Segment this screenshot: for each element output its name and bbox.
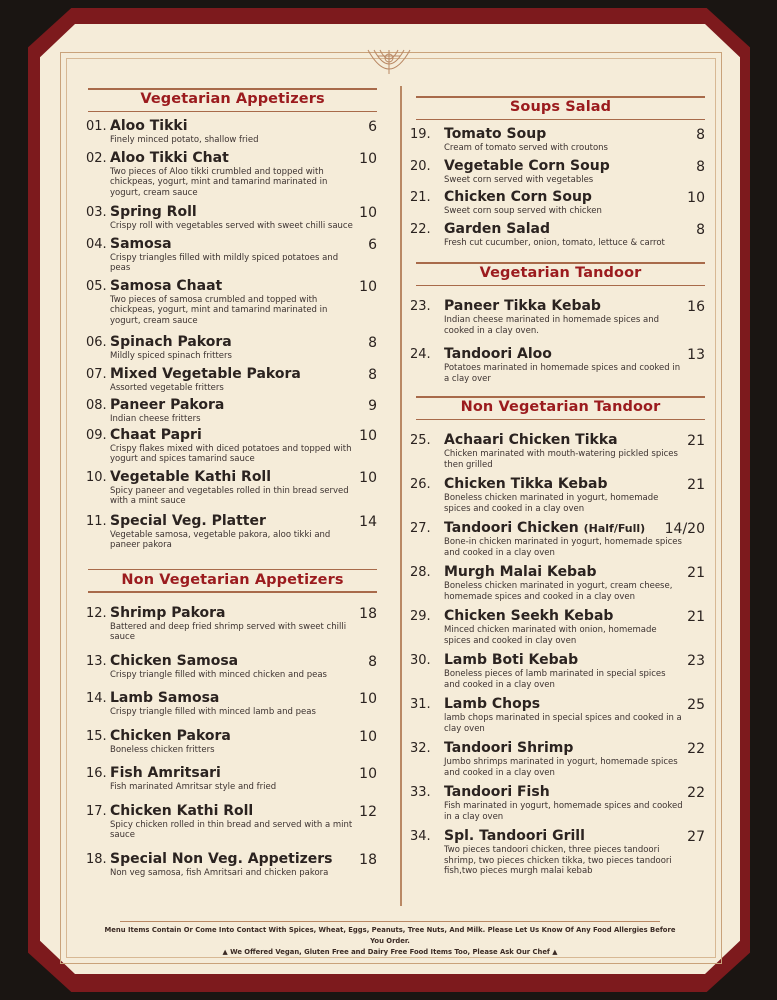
item-name-text: Aloo Tikki Chat: [110, 149, 229, 166]
menu-item: [408, 476, 713, 514]
heading-rule: [88, 111, 377, 113]
item-description: Boneless chicken fritters: [110, 744, 215, 755]
item-name-text: Tomato Soup: [444, 126, 547, 142]
item-price: 22: [687, 741, 705, 757]
item-name: [444, 828, 713, 845]
menu-item: [408, 652, 713, 690]
item-description: Sweet corn served with vegetables: [444, 174, 594, 185]
item-number: 10.: [86, 469, 107, 485]
item-number: 09.: [86, 427, 107, 443]
soups-list: [408, 126, 713, 248]
item-name-text: Lamb Samosa: [110, 690, 220, 706]
menu-item: [80, 851, 385, 879]
section-veg-tandoor: [408, 258, 713, 288]
item-name-text: Chicken Kathi Roll: [110, 802, 254, 819]
item-name-text: Aloo Tikki: [110, 118, 188, 134]
item-name: [110, 653, 385, 670]
item-description: Indian cheese fritters: [110, 414, 201, 424]
item-price: 13: [687, 347, 705, 363]
menu-item: [80, 765, 385, 793]
item-price: 21: [687, 609, 705, 625]
section-title: Non Vegetarian Appetizers: [121, 571, 344, 588]
item-description: Crispy triangles filled with mildly spiced potatoes and peas: [110, 252, 339, 273]
item-price: 21: [687, 433, 705, 449]
item-name-text: Murgh Malai Kebab: [444, 564, 597, 580]
item-number: 06.: [86, 335, 107, 350]
item-price: 14: [359, 513, 377, 530]
section-title: Soups Salad: [509, 99, 612, 115]
item-price: 8: [696, 158, 705, 175]
menu-item: [408, 126, 713, 154]
item-number: 25.: [410, 433, 431, 448]
heading-rule: [416, 285, 705, 287]
item-name-text: Lamb Boti Kebab: [444, 652, 579, 668]
item-number: 05.: [86, 278, 107, 294]
item-name: [110, 204, 385, 221]
menu-item: [80, 150, 385, 199]
item-name: [444, 432, 713, 449]
item-number: 27.: [410, 521, 431, 536]
item-name-text: Chicken Corn Soup: [444, 189, 592, 205]
item-name-text: Mixed Vegetable Pakora: [110, 365, 301, 382]
item-number: 16.: [86, 766, 107, 781]
item-name: [444, 189, 713, 206]
menu-item: [408, 346, 713, 384]
item-name-text: Spinach Pakora: [110, 334, 232, 350]
heading-rule: [88, 88, 377, 90]
item-name: [110, 803, 385, 820]
item-name: [444, 696, 713, 713]
leaf-icon: ▲: [222, 948, 228, 956]
item-number: 32.: [410, 741, 431, 756]
item-price: 25: [687, 697, 705, 713]
menu-item: [80, 366, 385, 394]
item-number: 01.: [86, 119, 107, 134]
allergy-notice: Menu Items Contain Or Come Into Contact With Spices, Wheat, Eggs, Peanuts, Tree Nuts, And Milk. Please Let Us Know Of Any Food Allergies Before You Order.: [104, 926, 676, 945]
item-name: [110, 150, 385, 167]
heading-rule: [416, 262, 705, 264]
section-title: Vegetarian Appetizers: [140, 91, 325, 107]
menu-item: [408, 740, 713, 778]
item-name: [110, 469, 385, 486]
item-number: 12.: [86, 605, 107, 621]
section-soups-salad: [408, 92, 713, 122]
item-name-text: Chicken Pakora: [110, 727, 231, 744]
mandala-ornament-icon: [366, 48, 412, 80]
menu-item: [80, 513, 385, 551]
item-number: 20.: [410, 158, 431, 174]
item-description: Crispy triangle filled with minced lamb and peas: [110, 707, 316, 717]
item-description: Crispy flakes mixed with diced potatoes and topped with yogurt and spices tamarind sauce: [110, 443, 352, 464]
nonveg-appetizers-list: [80, 605, 385, 879]
menu-item: [408, 221, 713, 249]
item-description: Fish marinated in yogurt, homemade spices and cooked in a clay oven: [444, 801, 683, 822]
item-price: 22: [687, 785, 705, 801]
item-number: 22.: [410, 221, 431, 237]
section-nonveg-tandoor: [408, 392, 713, 422]
menu-item: [408, 432, 713, 470]
item-name-text: Chicken Seekh Kebab: [444, 608, 614, 624]
section-title: Vegetarian Tandoor: [479, 265, 642, 281]
section-veg-appetizers: [80, 84, 385, 114]
heading-rule: [88, 569, 377, 571]
vegan-notice: [100, 947, 680, 958]
item-description: Minced chicken marinated with onion, homemade spices and cooked in clay oven: [444, 625, 657, 646]
item-number: 33.: [410, 785, 431, 800]
item-name: [110, 397, 385, 414]
item-description: Crispy roll with vegetables served with sweet chilli sauce: [110, 221, 353, 231]
footer-rule: [120, 921, 660, 922]
item-number: 14.: [86, 691, 107, 706]
item-number: 18.: [86, 851, 107, 867]
item-name: [110, 334, 385, 351]
item-price: 10: [359, 427, 377, 444]
item-price: 10: [687, 190, 705, 206]
item-description: Finely minced potato, shallow fried: [110, 135, 259, 145]
item-number: 26.: [410, 477, 431, 492]
item-name: [444, 652, 713, 669]
item-price: 8: [696, 221, 705, 238]
item-number: 17.: [86, 803, 107, 819]
item-name-text: Chicken Samosa: [110, 652, 239, 669]
item-description: Battered and deep fried shrimp served with sweet chilli sauce: [110, 621, 347, 642]
menu-item: [80, 278, 385, 327]
item-price: 16: [687, 299, 705, 315]
menu-item: [80, 204, 385, 232]
menu-item: [408, 608, 713, 646]
item-description: Potatoes marinated in homemade spices and cooked in a clay over: [444, 363, 681, 384]
item-name-text: Paneer Pakora: [110, 397, 225, 413]
item-price: 8: [368, 653, 377, 670]
menu-item: [80, 469, 385, 507]
item-number: 02.: [86, 150, 107, 166]
heading-rule: [416, 96, 705, 98]
menu-item: [408, 828, 713, 877]
item-name-text: Paneer Tikka Kebab: [444, 298, 601, 314]
item-description: Vegetable samosa, vegetable pakora, aloo tikki and paneer pakora: [110, 529, 331, 550]
menu-item: [80, 653, 385, 681]
item-description: Chicken marinated with mouth-watering pickled spices then grilled: [444, 449, 678, 470]
item-price: 14/20: [664, 521, 705, 537]
item-name-text: Fish Amritsari: [110, 765, 221, 781]
item-description: Indian cheese marinated in homemade spices and cooked in a clay oven.: [444, 315, 660, 336]
right-column: [408, 92, 713, 877]
item-description: Bone-in chicken marinated in yogurt, homemade spices and cooked in a clay oven: [444, 537, 682, 558]
item-number: 13.: [86, 653, 107, 669]
item-name: [444, 564, 713, 581]
item-name-text: Lamb Chops: [444, 696, 541, 712]
item-name-text: Special Veg. Platter: [110, 512, 266, 529]
item-price: 27: [687, 829, 705, 845]
item-name-text: Samosa Chaat: [110, 277, 223, 294]
item-price: 6: [368, 236, 377, 253]
item-name-text: Tandoori Fish: [444, 784, 550, 800]
menu-item: [80, 236, 385, 274]
item-name: [110, 236, 385, 253]
heading-rule: [416, 119, 705, 121]
menu-item: [80, 803, 385, 841]
item-name: [110, 366, 385, 383]
item-number: 15.: [86, 728, 107, 744]
item-name: [444, 346, 713, 363]
item-price: 10: [359, 205, 377, 221]
item-name: [110, 427, 385, 444]
menu-item: [408, 189, 713, 217]
item-name-text: Tandoori Shrimp: [444, 740, 574, 756]
item-number: 08.: [86, 398, 107, 413]
item-description: Two pieces of Aloo tikki crumbled and topped with chickpeas, yogurt, mint and tamarind marinated in yogurt, cream sauce: [110, 166, 328, 198]
item-description: Assorted vegetable fritters: [110, 382, 224, 393]
column-divider: [400, 86, 402, 906]
item-description: Sweet corn soup served with chicken: [444, 206, 602, 216]
item-number: 03.: [86, 205, 107, 220]
item-name-text: Tandoori Aloo: [444, 346, 552, 362]
menu-item: [408, 784, 713, 822]
veg-tandoor-list: [408, 298, 713, 384]
item-number: 11.: [86, 513, 107, 529]
item-price: 8: [368, 366, 377, 383]
menu-item: [408, 298, 713, 336]
item-name: [444, 158, 713, 175]
item-description: Spicy paneer and vegetables rolled in thin bread served with a mint sauce: [110, 485, 349, 506]
item-price: 10: [359, 728, 377, 745]
item-name: [110, 690, 385, 707]
item-description: Jumbo shrimps marinated in yogurt, homemade spices and cooked in a clay oven: [444, 757, 678, 778]
item-price: 10: [359, 691, 377, 707]
item-number: 34.: [410, 829, 431, 844]
item-number: 31.: [410, 697, 431, 712]
item-description: Boneless chicken marinated in yogurt, cream cheese, homemade spices and cooked in a clay oven: [444, 581, 673, 602]
item-description: Mildly spiced spinach fritters: [110, 351, 232, 361]
item-name: [110, 851, 385, 868]
item-price: 10: [359, 150, 377, 167]
item-name: [110, 278, 385, 295]
item-price: 12: [359, 803, 377, 820]
menu-item: [80, 605, 385, 643]
menu-item: [80, 397, 385, 425]
item-name-text: Garden Salad: [444, 220, 550, 237]
vegan-notice-text: We Offered Vegan, Gluten Free and Dairy Free Food Items Too, Please Ask Our Chef: [230, 948, 550, 956]
item-price: 18: [359, 605, 377, 622]
item-name: [444, 784, 713, 801]
item-name-text: Special Non Veg. Appetizers: [110, 850, 333, 867]
menu-footer: [100, 918, 680, 958]
section-nonveg-appetizers: [80, 565, 385, 595]
item-name: [444, 476, 713, 493]
item-name-text: Spl. Tandoori Grill: [444, 828, 585, 844]
item-price: 23: [687, 653, 705, 669]
item-name-text: Vegetable Corn Soup: [444, 157, 610, 174]
heading-rule: [416, 419, 705, 421]
item-description: Two pieces tandoori chicken, three pieces tandoori shrimp, two pieces chicken tikka, two pieces tandoori fish,two pieces murgh malai kebab: [444, 845, 672, 876]
menu-item: [408, 158, 713, 186]
item-name: [110, 728, 385, 745]
item-price: 8: [696, 127, 705, 143]
item-price: 18: [359, 851, 377, 868]
menu-item: [408, 696, 713, 734]
item-name-text: Samosa: [110, 235, 172, 252]
heading-rule: [88, 591, 377, 593]
section-title: Non Vegetarian Tandoor: [460, 399, 661, 415]
menu-item: [80, 690, 385, 718]
item-price: 10: [359, 766, 377, 782]
item-number: 23.: [410, 299, 431, 314]
item-name-text: Shrimp Pakora: [110, 604, 226, 621]
item-description: Boneless chicken marinated in yogurt, homemade spices and cooked in a clay oven: [444, 493, 659, 514]
item-number: 19.: [410, 127, 431, 142]
item-description: Spicy chicken rolled in thin bread and served with a mint sauce: [110, 819, 353, 840]
item-description: Boneless pieces of lamb marinated in special spices and cooked in a clay oven: [444, 669, 666, 690]
heading-rule: [416, 396, 705, 398]
item-number: 04.: [86, 236, 107, 252]
item-price: 10: [359, 278, 377, 295]
veg-appetizers-list: [80, 118, 385, 551]
item-description: lamb chops marinated in special spices and cooked in a clay oven: [444, 713, 682, 734]
item-price: 21: [687, 477, 705, 493]
item-number: 21.: [410, 190, 431, 205]
item-description: Cream of tomato served with croutons: [444, 143, 608, 153]
menu-item: [80, 118, 385, 146]
leaf-icon: ▲: [552, 948, 558, 956]
item-price: 21: [687, 565, 705, 581]
item-name: [444, 126, 713, 143]
item-price: 10: [359, 469, 377, 486]
item-name: [110, 513, 385, 530]
nonveg-tandoor-list: [408, 432, 713, 877]
item-name: [110, 605, 385, 622]
item-name: [444, 298, 713, 315]
menu-item: [80, 427, 385, 465]
item-name: [110, 765, 385, 782]
item-number: 07.: [86, 366, 107, 382]
item-price: 8: [368, 335, 377, 351]
item-name: [444, 740, 713, 757]
item-number: 30.: [410, 653, 431, 668]
item-number: 29.: [410, 609, 431, 624]
item-name-suffix: (Half/Full): [583, 522, 646, 535]
item-description: Fish marinated Amritsar style and fried: [110, 782, 277, 792]
item-description: Two pieces of samosa crumbled and topped with chickpeas, yogurt, mint and tamarind marinated in yogurt, cream sauce: [110, 294, 328, 326]
item-name: [444, 221, 713, 238]
item-name: [444, 608, 713, 625]
item-description: Fresh cut cucumber, onion, tomato, lettuce & carrot: [444, 237, 665, 248]
item-name-text: Chicken Tikka Kebab: [444, 476, 608, 492]
menu-item: [408, 564, 713, 602]
item-description: Crispy triangle filled with minced chicken and peas: [110, 669, 327, 680]
item-name-text: Chaat Papri: [110, 426, 202, 443]
item-number: 24.: [410, 347, 431, 362]
item-name: [110, 118, 385, 135]
item-number: 28.: [410, 565, 431, 580]
menu-item: [408, 520, 713, 558]
item-price: 6: [368, 119, 377, 135]
menu-item: [80, 334, 385, 362]
item-name-text: Tandoori Chicken: [444, 520, 579, 536]
left-column: [80, 84, 385, 878]
item-name-text: Spring Roll: [110, 204, 197, 220]
menu-item: [80, 728, 385, 756]
item-name-text: Achaari Chicken Tikka: [444, 432, 618, 448]
item-name-text: Vegetable Kathi Roll: [110, 468, 272, 485]
item-price: 9: [368, 398, 377, 414]
item-description: Non veg samosa, fish Amritsari and chicken pakora: [110, 867, 329, 878]
